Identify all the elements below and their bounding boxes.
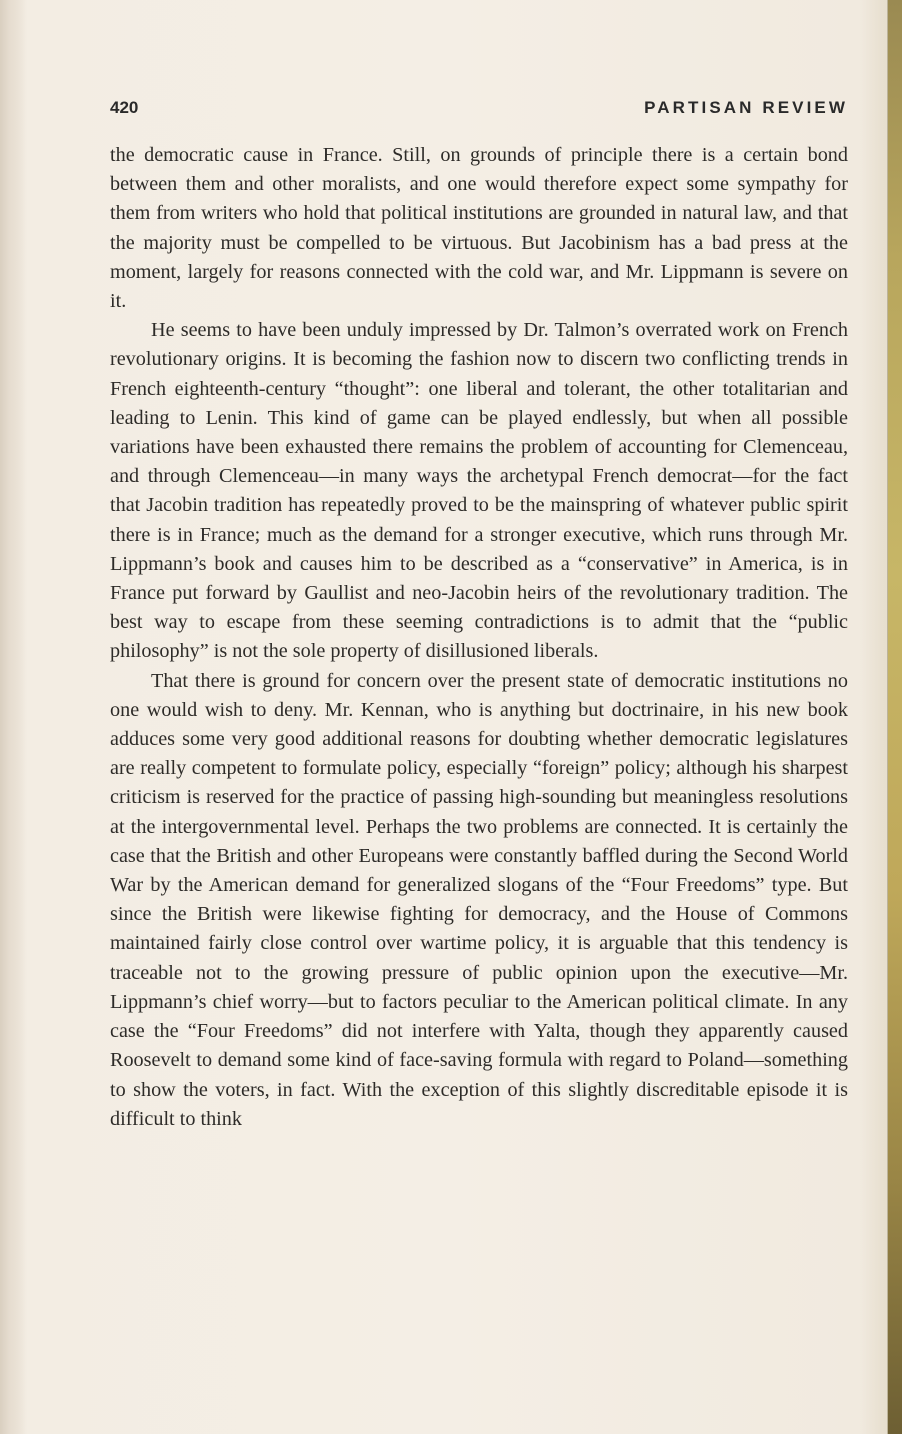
paragraph-3: That there is ground for concern over the present state of democratic institutions no one would wish to deny. Mr. Kennan, who is anything but doctrinaire, in his new book adduces some very good additional reasons for doubting whether democratic legislatures are really competent to formulate policy, especially “foreign” policy; although his sharpest criticism is reserved for the practice of passing high-sounding but meaningless resolutions at the intergovernmental level. Perhaps the two problems are connected. It is certainly the case that the British and other Europeans were constantly baffled during the Second World War by the American demand for generalized slogans of the “Four Freedoms” type. But since the British were likewise fighting for democracy, and the House of Commons maintained fairly close control over wartime policy, it is arguable that this tendency is traceable not to the growing pressure of public opinion upon the executive—Mr. Lippmann’s chief worry—but to factors peculiar to the American political climate. In any case the “Four Freedoms” did not interfere with Yalta, though they apparently caused Roosevelt to demand some kind of face-saving formula with regard to Poland—something to show the voters, in fact. With the exception of this slightly discreditable episode it is difficult to think [110, 669, 848, 1130]
paragraph-1: the democratic cause in France. Still, on grounds of principle there is a certain bond between them and other moralists, and one would therefore expect some sympathy for them from writers who hold that political institutions are grounded in natural law, and that the majority must be compelled to be virtuous. But Jacobinism has a bad press at the moment, largely for reasons connected with the cold war, and Mr. Lippmann is severe on it. [110, 144, 848, 313]
running-header [110, 96, 848, 120]
article-body [110, 141, 848, 1134]
book-edge [888, 0, 902, 1434]
page-number: 420 [110, 98, 139, 117]
paragraph-2: He seems to have been unduly impressed by Dr. Talmon’s overrated work on French revolutionary origins. It is becoming the fashion now to discern two conflicting trends in French eighteenth-century “thought”: one liberal and tolerant, the other totalitarian and leading to Lenin. This kind of game can be played endlessly, but when all possible variations have been exhausted there remains the problem of accounting for Clemenceau, and through Clemenceau—in many ways the archetypal French democrat—for the fact that Jacobin tradition has repeatedly proved to be the mainspring of whatever public spirit there is in France; much as the demand for a stronger executive, which runs through Mr. Lippmann’s book and causes him to be described as a “conservative” in America, is in France put forward by Gaullist and neo-Jacobin heirs of the revolutionary tradition. The best way to escape from these seeming contradictions is to admit that the “public philosophy” is not the sole property of disillusioned liberals. [110, 319, 848, 663]
journal-title: PARTISAN REVIEW [644, 98, 848, 117]
page-gutter-shadow [0, 0, 26, 1434]
